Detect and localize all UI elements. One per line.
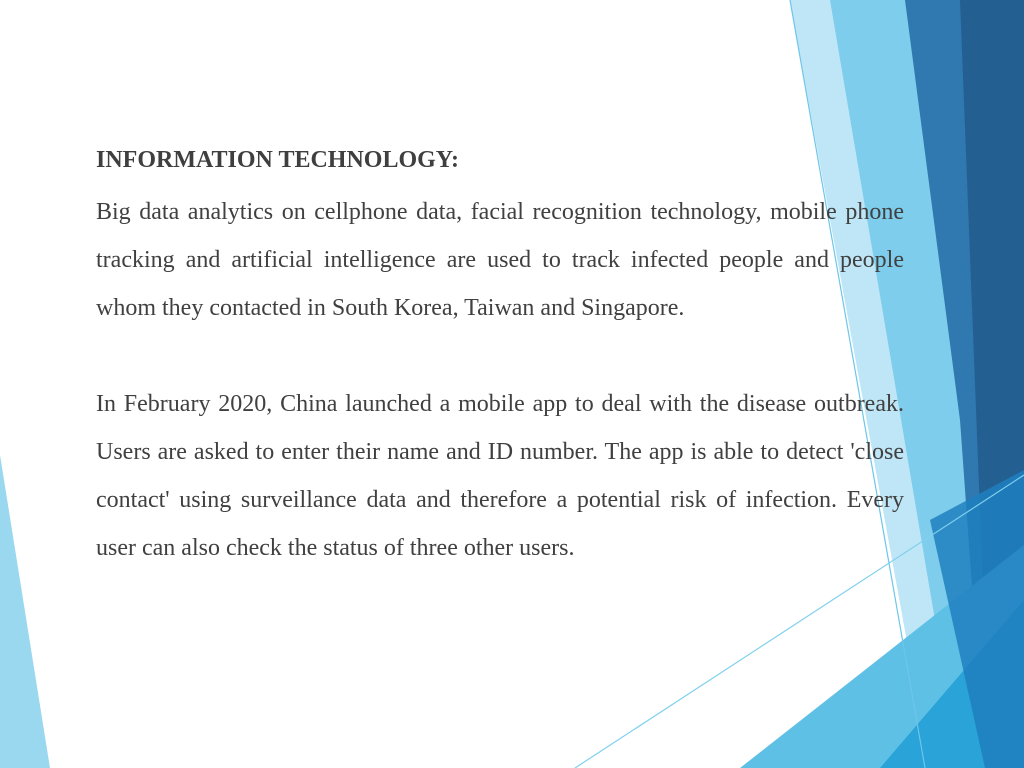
section-heading: INFORMATION TECHNOLOGY:: [96, 147, 459, 173]
left-accent-strip: [0, 455, 50, 768]
text-content: [96, 140, 904, 572]
paragraph-big-data: Big data analytics on cellphone data, facial recognition technology, mobile phone tracking and artificial intelligence are used to track infected people and people whom they contacted in South Korea, Taiwan and Singapore.: [96, 199, 904, 321]
paragraph-china-app: In February 2020, China launched a mobile app to deal with the disease outbreak. Users are asked to enter their name and ID number. The app is able to detect 'close contact' using surveillance data and therefore a potential risk of infection. Every user can also check the status of three other users.: [96, 391, 904, 561]
